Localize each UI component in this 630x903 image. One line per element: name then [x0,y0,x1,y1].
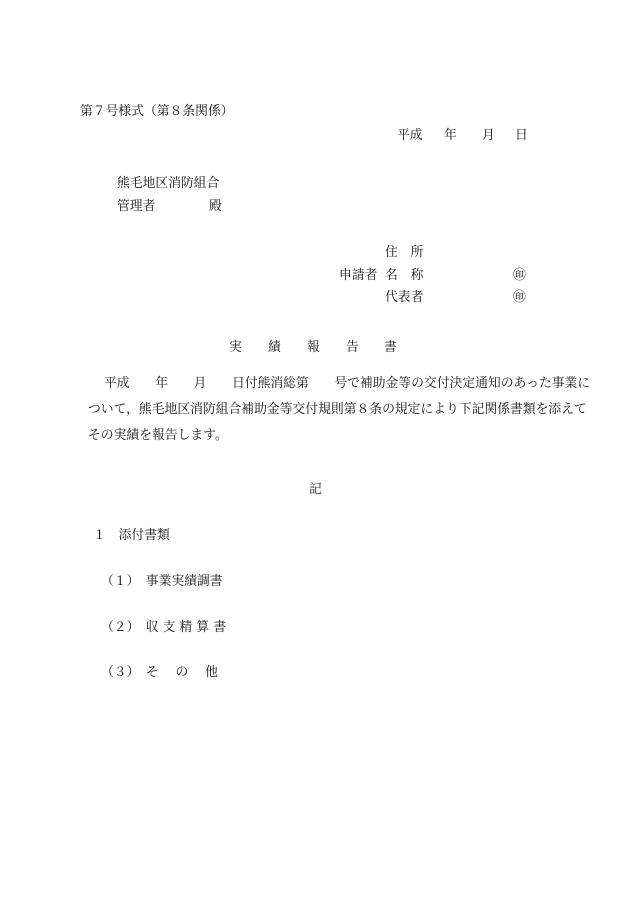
attachment-item: （３） そ の 他 [101,665,218,680]
body-line: その実績を報告します。 [88,428,228,443]
body-line: 平成 年 月 日付熊消総第 号で補助金等の交付決定通知のあった事業に [104,376,591,391]
title-char: 報 [307,340,320,355]
addressee-title: 管理者 [117,199,156,214]
addressee-honorific: 殿 [209,199,222,214]
attachments-heading: １ 添付書類 [93,528,170,543]
title-char: 告 [346,340,359,355]
date-month: 月 [482,128,495,143]
address-label: 住 所 [385,245,424,260]
representative-label: 代表者 [385,290,424,305]
body-line: ついて，熊毛地区消防組合補助金等交付規則第８条の規定により下記関係書類を添えて [88,402,587,417]
seal-icon: ㊞ [513,290,526,305]
applicant-label: 申請者 [339,268,378,283]
date-day: 日 [515,128,528,143]
attachment-item: （１） 事業実績調書 [101,574,223,589]
seal-icon: ㊞ [513,268,526,283]
ki-label: 記 [309,482,322,497]
date-era: 平成 [397,128,423,143]
form-number: 第７号様式（第８条関係） [80,104,234,119]
title-char: 書 [384,340,397,355]
title-char: 実 [229,340,242,355]
date-year: 年 [444,128,457,143]
attachment-item: （２） 収 支 精 算 書 [101,620,227,635]
name-label: 名 称 [385,268,424,283]
addressee-organization: 熊毛地区消防組合 [117,176,220,191]
title-char: 績 [268,340,281,355]
